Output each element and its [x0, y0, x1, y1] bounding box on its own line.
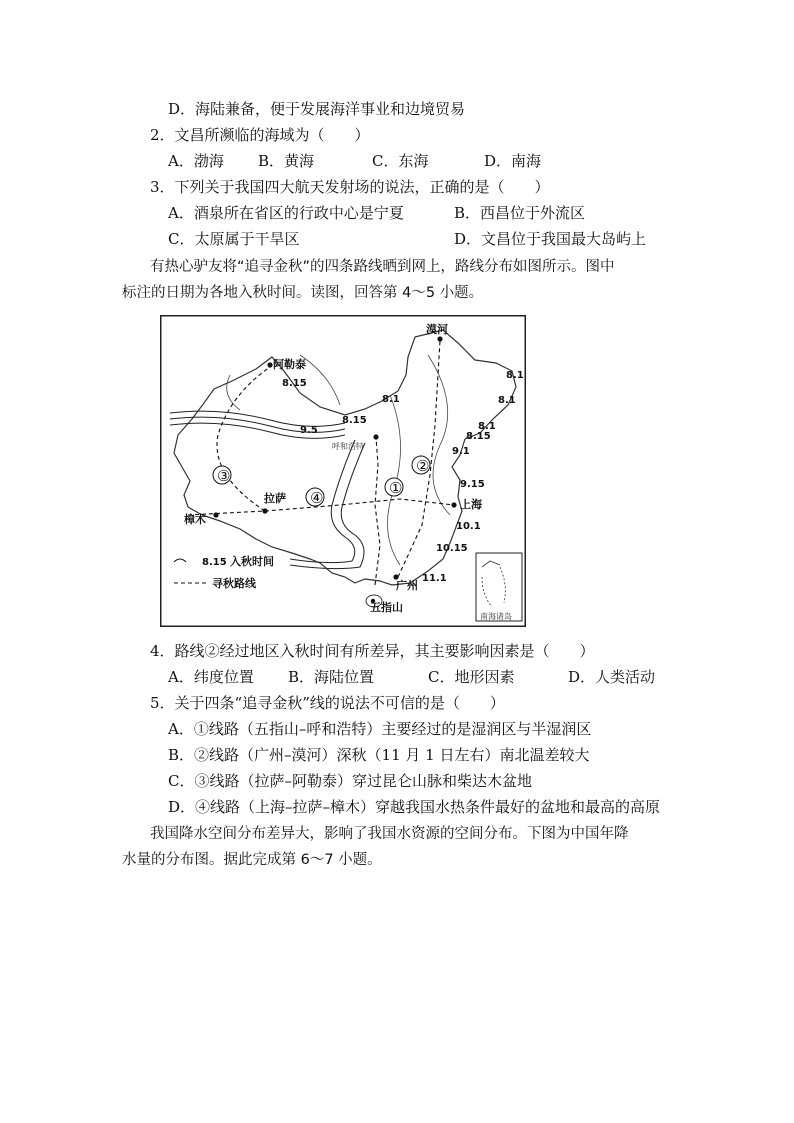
date-9-15: 9.15 [460, 479, 485, 490]
q4-option-c: C．地形因素 [428, 668, 515, 686]
date-8-1-mid: 8.1 [382, 394, 400, 405]
south-sea-inset [476, 553, 522, 621]
intro-1-line-2: 标注的日期为各地入秋时间。读图，回答第 4～5 小题。 [122, 285, 484, 301]
legend-isoline-label: 入秋时间 [230, 555, 274, 568]
date-10-15: 10.15 [436, 543, 468, 554]
date-8-1-ne2: 8.1 [498, 395, 516, 406]
q3-stem: 3．下列关于我国四大航天发射场的说法，正确的是（ ） [150, 178, 550, 196]
city-aletai: 阿勒泰 [273, 358, 306, 371]
zhangmu-dot [213, 512, 218, 517]
route-3-label: ③ [217, 467, 231, 485]
date-9-1: 9.1 [452, 446, 470, 457]
date-8-1-ne3: 8.1 [478, 421, 496, 432]
city-wuzhishan: 五指山 [370, 601, 403, 614]
lasa-dot [262, 508, 267, 513]
city-zhangmu: 樟木 [184, 513, 206, 526]
q2-option-d: D．南海 [484, 152, 542, 170]
route-1-label: ① [389, 479, 403, 497]
q4-stem: 4．路线②经过地区入秋时间有所差异，其主要影响因素是（ ） [150, 642, 595, 660]
mohe-dot [437, 336, 442, 341]
q4-option-a: A．纬度位置 [168, 668, 254, 686]
city-mohe: 漠河 [426, 323, 448, 336]
q2-option-b: B．黄海 [258, 152, 315, 170]
q4-option-b: B．海陆位置 [288, 668, 375, 686]
autumn-routes-map [160, 315, 526, 627]
aletai-dot [267, 362, 272, 367]
date-11-1: 11.1 [422, 573, 447, 584]
date-aletai: 8.15 [282, 378, 307, 389]
q3-option-c: C．太原属于干旱区 [168, 230, 300, 248]
q3-option-a: A．酒泉所在省区的行政中心是宁夏 [168, 204, 404, 222]
inset-label: 南海诸岛 [480, 612, 512, 621]
q5-option-a: A．①线路（五指山–呼和浩特）主要经过的是湿润区与半湿润区 [168, 720, 592, 738]
city-lasa: 拉萨 [264, 492, 286, 505]
q3-option-d: D．文昌位于我国最大岛屿上 [454, 230, 647, 248]
q2-option-c: C．东海 [372, 152, 429, 170]
q1-option-d: D．海陆兼备，便于发展海洋事业和边境贸易 [168, 100, 466, 118]
route-4-label: ④ [310, 489, 324, 507]
intro-2-line-1: 我国降水空间分布差异大，影响了我国水资源的空间分布。下图为中国年降 [150, 826, 629, 842]
q2-option-a: A．渤海 [168, 152, 224, 170]
date-10-1: 10.1 [456, 521, 481, 532]
date-8-15-mid: 8.15 [342, 415, 367, 426]
q2-stem: 2．文昌所濒临的海域为（ ） [150, 126, 370, 144]
legend-isoline-sample: 8.15 [202, 557, 227, 568]
q4-option-d: D．人类活动 [568, 668, 656, 686]
huhehaote-dot [373, 434, 378, 439]
q5-option-b: B．②线路（广州–漠河）深秋（11 月 1 日左右）南北温差较大 [168, 746, 590, 764]
date-9-5: 9.5 [300, 425, 318, 436]
intro-2-line-2: 水量的分布图。据此完成第 6～7 小题。 [122, 852, 382, 868]
legend-route-label: 寻秋路线 [212, 577, 256, 590]
city-huhehaote: 呼和浩特 [332, 442, 364, 451]
intro-1-line-1: 有热心驴友将“追寻金秋”的四条路线晒到网上，路线分布如图所示。图中 [150, 259, 615, 275]
date-8-15-ne: 8.15 [466, 431, 491, 442]
shanghai-dot [451, 502, 456, 507]
city-shanghai: 上海 [460, 498, 482, 511]
q3-option-b: B．西昌位于外流区 [454, 204, 586, 222]
city-guangzhou: 广州 [396, 579, 418, 592]
q5-option-d: D．④线路（上海–拉萨–樟木）穿越我国水热条件最好的盆地和最高的高原 [168, 798, 661, 816]
date-8-1-ne1: 8.1 [506, 370, 524, 381]
q5-option-c: C．③线路（拉萨–阿勒泰）穿过昆仑山脉和柴达木盆地 [168, 772, 532, 790]
q5-stem: 5．关于四条“追寻金秋”线的说法不可信的是（ ） [150, 694, 505, 712]
route-2-label: ② [416, 457, 430, 475]
